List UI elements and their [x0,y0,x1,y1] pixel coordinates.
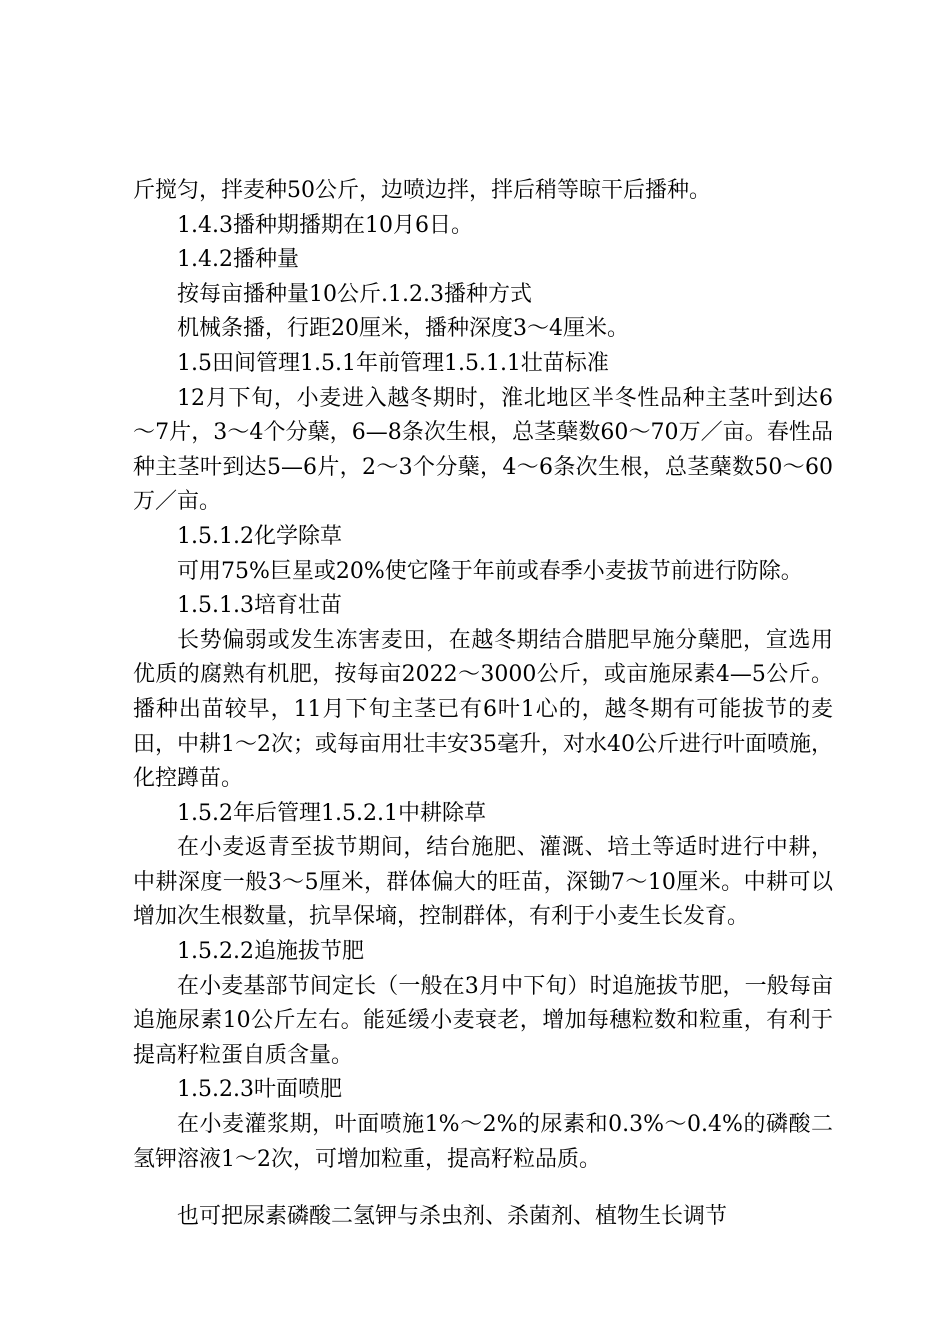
paragraph-seed-mixing: 斤搅匀，拌麦种50公斤，边喷边拌，拌后稍等晾干后播种。 [133,178,711,203]
heading-jointing-fertilizer: 1.5.2.2追施拔节肥 [177,939,364,965]
paragraph-intertillage: 在小麦返青至拔节期间，结台施肥、灌溉、培土等适时进行中耕，中耕深度一般3～5厘米，群体偏大的旺苗，深锄7～10厘米。中耕可以增加次生根数量，抗旱保墒，控制群体，有利于小麦生长发育。 [133,835,833,930]
paragraph-seeding-rate: 按每亩播种量10公斤.1.2.3播种方式 [177,281,532,307]
paragraph-sowing-method: 机械条播，行距20厘米，播种深度3～4厘米。 [177,316,629,342]
heading-chemical-weeding: 1.5.1.2化学除草 [177,523,342,549]
heading-field-management: 1.5田间管理1.5.1年前管理1.5.1.1壮苗标准 [177,350,609,376]
paragraph-strong-seedling-standard: 12月下旬，小麦进入越冬期时，淮北地区半冬性品种主茎叶到达6～7片，3～4个分蘖，6—8条次生根，总茎蘖数60～70万／亩。春性品种主茎叶到达5—6片，2～3个分蘖，4～6条次生根，总茎蘖数50～60万／亩。 [133,385,833,515]
heading-cultivate-seedlings: 1.5.1.3培育壮苗 [177,593,342,619]
heading-foliar-spraying: 1.5.2.3叶面喷肥 [177,1077,342,1103]
heading-sowing-date: 1.4.3播种期播期在10月6日。 [177,212,473,238]
paragraph-chemical-weeding: 可用75%巨星或20%使它隆于年前或春季小麦拔节前进行防除。 [177,558,803,584]
paragraph-jointing-fertilizer: 在小麦基部节间定长（一般在3月中下旬）时追施拔节肥，一般每亩追施尿素10公斤左右。能延缓小麦衰老，增加每穗粒数和粒重，有利于提高籽粒蛋自质含量。 [133,973,833,1068]
heading-seeding-rate: 1.4.2播种量 [177,247,299,273]
paragraph-cultivate-seedlings: 长势偏弱或发生冻害麦田，在越冬期结合腊肥早施分蘖肥，宣选用优质的腐熟有机肥，按每亩2022～3000公斤，或亩施尿素4—5公斤。播种出苗较早，11月下旬主茎已有6叶1心的，越冬期有可能拔节的麦田，中耕1～2次；或每亩用壮丰安35毫升，对水40公斤进行叶面喷施，化控蹲苗。 [133,627,833,792]
paragraph-mixed-spraying: 也可把尿素磷酸二氢钾与杀虫剂、杀菌剂、植物生长调节 [177,1204,728,1230]
heading-post-year-management: 1.5.2年后管理1.5.2.1中耕除草 [177,800,486,826]
paragraph-foliar-spraying: 在小麦灌浆期，叶面喷施1%～2%的尿素和0.3%～0.4%的磷酸二氢钾溶液1～2次，可增加粒重，提高籽粒品质。 [133,1112,833,1172]
document-body [133,174,833,1235]
